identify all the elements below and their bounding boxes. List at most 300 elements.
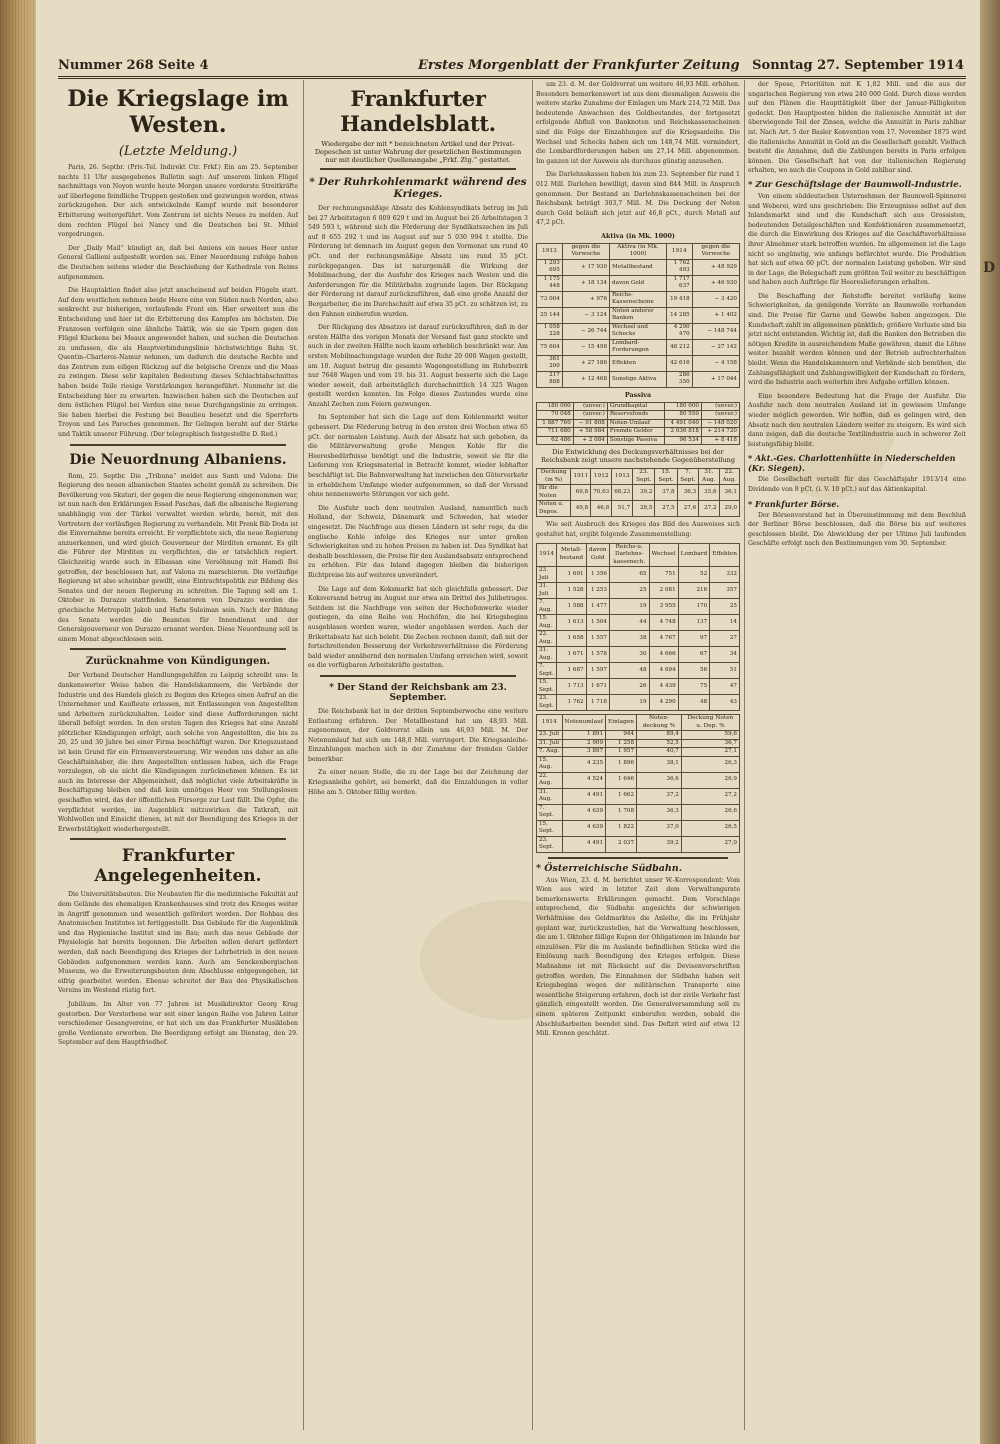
table-row xyxy=(537,402,740,411)
table-cell: 56 xyxy=(678,663,710,679)
table-cell: 4 524 xyxy=(562,772,605,788)
table-cell: + 46 930 xyxy=(692,275,739,291)
column-3 xyxy=(536,80,740,1430)
table-header-cell: 1914 xyxy=(666,243,692,259)
table-cell: 4 748 xyxy=(649,615,678,631)
column-divider xyxy=(532,80,533,1430)
article-paragraph: Die Darlehnskassen haben bis zum 23. September für rund 1 012 Mill. Darlehen bewilligt, davon sind 844 Mill. in Anspruch genommen. Der Bestand an Darlehnskassenscheinen bei der Reichsbank beträgt 303,7 Mill. M. Die Deckung der Noten durch Gold beläuft sich jetzt auf 46,8 pCt., durch Metall auf 47,2 pCt. xyxy=(536,171,740,227)
table-row xyxy=(537,323,740,339)
table-cell: 4 666 xyxy=(649,647,678,663)
table-cell: + 1 402 xyxy=(692,307,739,323)
article-headline: * Zur Geschäftslage der Baumwoll-Industrie. xyxy=(748,179,962,190)
table-cell: für die Noten xyxy=(537,485,571,501)
table-row xyxy=(537,615,740,631)
table-cell: 23. Juli xyxy=(537,567,557,583)
table-header-cell: 23. Sept. xyxy=(633,469,655,485)
table-cell: 29,0 xyxy=(719,501,739,517)
table-row xyxy=(537,291,740,307)
table-cell: − 15 498 xyxy=(562,339,609,355)
section-rule xyxy=(70,648,286,650)
coverage-ratio-table xyxy=(536,468,740,517)
table-cell: (unver.) xyxy=(573,402,607,411)
table-cell: 1 957 xyxy=(606,748,637,757)
table-cell: 2 036 818 xyxy=(665,428,702,437)
table-cell: 23. Juli xyxy=(537,731,563,740)
table-cell: 4 639 xyxy=(562,820,605,836)
table-cell: 4 290 470 xyxy=(666,323,692,339)
article-paragraph: Jubiläum. Im Alter von 77 Jahren ist Musikdirektor Georg Krug gestorben. Der Verstorbene war seit einer langen Reihe von Jahren Leiter verschiedener Gesangvereine, er hat sich um das Frankfurter Musikleben große Verdienste erworben. Die Beerdigung erfolgt am Dienstag, den 29. September auf dem Hauptfriedhof. xyxy=(58,1000,298,1047)
table-cell: 59,6 xyxy=(681,731,739,740)
table-cell: 1 356 xyxy=(586,567,609,583)
table-cell: Noten u. Depos. xyxy=(537,501,571,517)
table-cell: 30 xyxy=(609,647,649,663)
weekly-assets-table xyxy=(536,543,740,712)
table-cell: Fremde Gelder xyxy=(607,428,664,437)
section-rule xyxy=(70,444,286,446)
article-paragraph: Paris, 26. Septbr. (Priv.-Tel. Indirekt Ctr. Frkf.) Ein am 25. September nachts 11 Uhr ausgegebenes Bulletin sagt: Auf unserem linken Flügel nachmittags von Noyon wurde heute Morgen unsere vorderste Streitkräfte auf überlegene feindliche Truppen gestoßen und gezwungen worden, etwas zurückzugehen. Der sich entwickelnde Kampf wurde mit besonderer Erbitterung weitergeführt. Vom Zentrum ist nichts Neues zu melden. Auf dem rechten Flügel bei Nancy und die Deutschen bei St. Mihiel vorgedrungen. xyxy=(58,164,298,239)
table-cell: 36,7 xyxy=(681,739,739,748)
table-cell: 1 896 xyxy=(606,756,637,772)
table-cell: 52 xyxy=(678,567,710,583)
table-cell: 80 550 xyxy=(665,411,702,420)
article-paragraph: Die Beschaffung der Rohstoffe bereitet vorläufig keine Schwierigkeiten, da genügende Vorräte an Baumwolle vorhanden sind. Die Preise für Garne und Gewebe haben angezogen. Die Kundschaft zahlt im allgemeinen pünktlich; größere Verluste sind bis jetzt nicht entstanden. Wichtig ist, daß die Banken den Betrieben die nötigen Kredite in ausreichendem Maße gewähren, damit die Löhne weiter bezahlt werden können und der Betrieb aufrechterhalten bleibt. Wenn die Handelskammern und Verbände sich bemühen, die Zahlungsfähigkeit und Zahlungswilligkeit der Kundschaft zu fördern, wird die Industrie auch weiterhin ihre Aufgabe erfüllen können. xyxy=(748,292,966,387)
table-header-cell: Aktiva (in Mk. 1000) xyxy=(610,243,667,259)
column-1 xyxy=(58,80,298,1430)
table-cell: (unver.) xyxy=(701,411,739,420)
table-cell: 69,8 xyxy=(571,485,591,501)
section-masthead: Frankfurter Handelsblatt. xyxy=(340,86,496,136)
table-cell: 711 680 xyxy=(537,428,574,437)
column-divider xyxy=(303,80,304,1430)
table-header-cell: Einlagen xyxy=(606,715,637,731)
table-header-cell: 1913 xyxy=(612,469,633,485)
page-header xyxy=(58,58,964,76)
table-cell: 73 004 xyxy=(537,291,563,307)
table-cell: + 48 929 xyxy=(692,259,739,275)
table-cell: 27,5 xyxy=(655,501,677,517)
table-cell: 28,5 xyxy=(633,501,655,517)
table-header-cell: Deckung (in %) xyxy=(537,469,571,485)
table-row xyxy=(537,836,740,852)
table-cell: 31. Aug. xyxy=(537,788,563,804)
table-cell: 48 xyxy=(609,663,649,679)
table-cell: 1 671 xyxy=(586,679,609,695)
table-header-cell: 15. Sept. xyxy=(655,469,677,485)
table-cell: 1 058 228 xyxy=(537,323,563,339)
article-paragraph: Im September hat sich die Lage auf dem Kohlenmarkt weiter gebessert. Die Förderung betrug in den ersten drei Wochen etwa 65 pCt. der normalen Leistung. Auch der Absatz hat sich gehoben, da die Militärverwaltung große Mengen Kohle für die Heeresbedürfnisse benötigt und die Industrie, soweit sie für die Lieferung von Kriegsmaterial in Betracht kommt, wieder lebhafter beschäftigt ist. Die Bahnverwaltung hat inzwischen den Güterverkehr in erheblichem Umfange wieder aufgenommen, so daß der Versand ohne nennenswerte Störungen vor sich geht. xyxy=(308,414,528,499)
table-cell: 3 955 xyxy=(649,599,678,615)
table-cell: 1 588 xyxy=(557,599,586,615)
table-row xyxy=(537,748,740,757)
table-cell: Grundkapital xyxy=(607,402,664,411)
table-cell: 38 xyxy=(609,631,649,647)
article-headline: Zurücknahme von Kündigungen. xyxy=(85,656,271,668)
table-row xyxy=(537,647,740,663)
table-cell: 25 xyxy=(609,583,649,599)
table-cell: 27,1 xyxy=(681,748,739,757)
table-cell: 7. Sept. xyxy=(537,663,557,679)
table-cell: 62 486 xyxy=(537,436,574,445)
table-cell: 36,6 xyxy=(637,772,682,788)
table-cell: 1 646 xyxy=(606,772,637,788)
table-cell: 75 604 xyxy=(537,339,563,355)
table-cell: 19 xyxy=(609,599,649,615)
table-cell: 170 xyxy=(678,599,710,615)
table-cell: 2 037 xyxy=(606,836,637,852)
table-cell: 1 713 xyxy=(557,679,586,695)
table-row xyxy=(537,679,740,695)
column-2 xyxy=(308,80,528,1430)
table-cell: + 27 186 xyxy=(562,355,609,371)
table-cell: 1 597 xyxy=(586,663,609,679)
table-header-cell: Noten-deckung % xyxy=(637,715,682,731)
table-row xyxy=(537,599,740,615)
table-cell: 2 081 xyxy=(649,583,678,599)
table-cell: 180 000 xyxy=(665,402,702,411)
edition-title: Erstes Morgenblatt der Frankfurter Zeitung xyxy=(418,58,740,73)
table-cell: 15. Sept. xyxy=(537,820,563,836)
article-paragraph: Der Rückgang des Absatzes ist darauf zurückzuführen, daß in der ersten Hälfte des vorigen Monats der Versand fast ganz stockte und auch in der zweiten Hälfte noch kaum erheblich beschränkt war. Am ersten Mobilmachungstage wurden der Ruhr 20 000 Wagen gestellt, am 10. August betrug die gesamte Wagengestellung im Ruhrbezirk nur 7648 Wagen und vom 19. bis 31. August besserte sich die Lage wieder soweit, daß arbeitstäglich durchschnittlich 14 325 Wagen gestellt werden konnten. Im Folge dieses Zustandes wurde eine Anzahl Zechen zum Feiern gezwungen. xyxy=(308,324,528,408)
table-cell: davon Gold xyxy=(610,275,667,291)
article-paragraph: Die Gesellschaft verteilt für das Geschäftsjahr 1913/14 eine Dividende von 8 pCt. (i. V. 10 pCt.) auf das Aktienkapital. xyxy=(748,476,966,493)
table-cell: 2 909 xyxy=(562,739,605,748)
table-cell: 7. Sept. xyxy=(537,804,563,820)
table-caption: Die Entwicklung des Deckungsverhältnisses bei der Reichsbank zeigt unsere nachstehende Gegenüberstellung xyxy=(541,448,735,465)
table-cell: 26,3 xyxy=(681,756,739,772)
table-cell: Reichs-Kassenscheine xyxy=(610,291,667,307)
table-cell: 26,6 xyxy=(681,804,739,820)
table-cell: 944 xyxy=(606,731,637,740)
table-header-cell: 22. Aug. xyxy=(719,469,739,485)
table-cell: 15. Sept. xyxy=(537,679,557,695)
header-rule xyxy=(58,76,966,77)
table-cell: 1 557 xyxy=(586,631,609,647)
table-cell: 1 762 xyxy=(557,695,586,711)
article-headline: * Der Ruhrkohlenmarkt während des Krieges. xyxy=(309,176,527,200)
table-cell: 751 xyxy=(649,567,678,583)
table-cell: 44 xyxy=(609,615,649,631)
table-cell: Lombard-Forderungen xyxy=(610,339,667,355)
table-cell: 35,6 xyxy=(699,485,719,501)
table-cell: 47 xyxy=(710,679,740,695)
table-cell: 1 662 xyxy=(606,788,637,804)
table-cell: 31. Juli xyxy=(537,739,563,748)
table-cell: 34 xyxy=(710,647,740,663)
article-paragraph: Die Universitätsbauten. Die Neubauten für die medizinische Fakultät auf dem Gelände des ehemaligen Krankenhauses sind trotz des Krieges weiter in Angriff genommen und wesentlich gefördert worden. Der Rohbau des Anatomischen Institutes ist fertiggestellt. Das Gebäude für die Augenklinik und das Hygienische Institut sind im Bau; auch das neue Gebäude der Physiologie hat bereits begonnen. Die Arbeiten sollen derart gefördert werden, daß nach Beendigung des Krieges der Lehrbetrieb in den neuen Gebäuden aufgenommen werden kann. Auch am Senckenbergischen Museum, wo die Erweiterungsbauten dem Abschlusse entgegengehen, ist eifrig gearbeitet worden. Ebenso schreitet der Bau des Physikalischen Vereins im Westend rüstig fort. xyxy=(58,891,298,995)
table-cell: 1 477 xyxy=(586,599,609,615)
table-cell: 4 235 xyxy=(562,756,605,772)
table-cell: 36,1 xyxy=(719,485,739,501)
column-divider xyxy=(744,80,745,1430)
table-header-cell: 31. Aug. xyxy=(699,469,719,485)
table-cell: 1 891 xyxy=(562,731,605,740)
table-row xyxy=(537,772,740,788)
table-cell: 7. Aug. xyxy=(537,599,557,615)
section-rule xyxy=(320,675,516,677)
table-row xyxy=(537,631,740,647)
table-cell: Metallbestand xyxy=(610,259,667,275)
table-header-cell: Lombard xyxy=(678,543,710,567)
table-row xyxy=(537,731,740,740)
table-row xyxy=(537,501,740,517)
issue-date: Sonntag 27. September 1914 xyxy=(752,58,964,73)
table-cell: 27,2 xyxy=(699,501,719,517)
table-cell: 23. Sept. xyxy=(537,695,557,711)
table-cell: − 26 744 xyxy=(562,323,609,339)
table-header-cell: 1914 xyxy=(537,715,563,731)
section-rule xyxy=(320,168,516,170)
header-rule xyxy=(58,78,966,79)
table-cell: 37,2 xyxy=(637,788,682,804)
table-cell: 15. Aug. xyxy=(537,615,557,631)
article-headline: Die Kriegslage im Westen. xyxy=(67,86,289,138)
article-paragraph: Die Lage auf dem Koksmarkt hat sich gleichfalls gebessert. Der Koksversand betrug im August nur etwa ein Drittel des Julibetrages. Seitdem ist die Nachfrage von seiten der Hochofenwerke wieder gestiegen, da eine Reihe von Hochöfen, die bei Kriegsbeginn ausgeblasen worden waren, wieder angeblasen werden. Auch der Brikettabsatz hat sich belebt. Die Zechen rechnen damit, daß mit der fortschreitenden Besserung der Verkehrsverhältnisse die Förderung bald wieder annähernd den normalen Umfang erreichen wird, soweit es die verfügbaren Arbeitskräfte gestatten. xyxy=(308,585,528,670)
table-cell: 51,7 xyxy=(612,501,633,517)
table-cell: 1 762 493 xyxy=(666,259,692,275)
table-cell: + 17 044 xyxy=(692,371,739,387)
article-headline: Frankfurter Angelegenheiten. xyxy=(94,846,262,887)
table-cell: 1 293 695 xyxy=(537,259,563,275)
article-paragraph: Eine besondere Bedeutung hat die Frage der Ausfuhr. Die Ausfuhr nach dem neutralen Ausland ist in gewissem Umfange wieder möglich geworden. Wir hoffen, daß es gelingen wird, den Absatz nach den neutralen Ländern weiter zu steigern. Es wird sich dann zeigen, daß die deutsche Textilindustrie auch in schwerer Zeit leistungsfähig bleibt. xyxy=(748,392,966,448)
table-cell: 4 639 xyxy=(562,804,605,820)
table-row xyxy=(537,695,740,711)
table-cell: 22. Aug. xyxy=(537,631,557,647)
table-cell: 1 887 760 xyxy=(537,419,574,428)
table-cell: 14 285 xyxy=(666,307,692,323)
table-cell: 39,2 xyxy=(637,836,682,852)
table-cell: 1 658 xyxy=(557,631,586,647)
table-cell: 51 xyxy=(710,663,740,679)
table-cell: Noten-Umlauf xyxy=(607,419,664,428)
table-cell: 96 534 xyxy=(665,436,702,445)
reichsbank-passiva-table xyxy=(536,402,740,446)
article-paragraph: Der Verband Deutscher Handlungsgehilfen zu Leipzig schreibt uns: In dankenswerter Weise haben die Handelskammern, die Verbände der Industrie und des Handels gleich zu Beginn des Krieges einen Aufruf an die Unternehmer und Kaufleute erlassen, mit Entlassungen von Angestellten und Arbeitern zurückzuhalten. Leider sind diese Aufforderungen nicht überall befolgt worden. In den ersten Tagen des Krieges hat eine Anzahl plötzlicher Kündigungen erfolgt, auch solche von Angestellten, die bis zu 20, 25 und 30 Jahre bei einer Firma beschäftigt waren. Der Kriegszustand ist kein Grund für ein Firmenversteuerung. Wir wenden uns daher an alle Geschäftsinhaber, die ihre Angestellten entlassen haben, sich die Frage vorzulegen, ob sie nicht die Kündigungen zurücknehmen können. Es ist auch im Interesse der Allgemeinheit, daß möglichst viele Arbeitskräfte in Beschäftigung bleiben und daß kein unnötiges Heer von Stellungslosen geschaffen wird, das der öffentlichen Fürsorge zur Last fällt. Die Opfer, die verpflichtet werden, im Augenblick mitzuwirken die Tatkraft, mit Wohlwollen und Einsicht dienen, ist mit der Beendigung des Krieges in der Erwerbstätigkeit wiederhergestellt. xyxy=(58,672,298,833)
table-caption: Passiva xyxy=(624,390,652,399)
table-cell: 357 xyxy=(710,583,740,599)
table-cell: 23. Sept. xyxy=(537,836,563,852)
table-row xyxy=(537,259,740,275)
table-cell: 4 491 xyxy=(562,788,605,804)
table-cell: 3 897 xyxy=(562,748,605,757)
table-cell: 4 439 xyxy=(649,679,678,695)
table-cell: 1 528 xyxy=(557,583,586,599)
table-cell: + 18 134 xyxy=(562,275,609,291)
table-cell: 19 418 xyxy=(666,291,692,307)
table-header-cell: 1912 xyxy=(591,469,612,485)
table-cell: Noten anderer Banken xyxy=(610,307,667,323)
table-cell: + 58 984 xyxy=(573,428,607,437)
table-cell: (unver.) xyxy=(701,402,739,411)
table-cell: Sonstige Aktiva xyxy=(610,371,667,387)
table-header-cell: 1914 xyxy=(537,543,557,567)
table-cell: 332 xyxy=(710,567,740,583)
table-cell: 1 687 xyxy=(557,663,586,679)
article-paragraph: Die Hauptaktion findet also jetzt anscheinend auf beiden Flügeln statt. Auf dem westlichen nehmen beide Heere eine von Süden nach Norden, also senkrecht zur bisherigen, verlaufende Front ein. Hier erweitert nun die Entscheidung und hier ist die Erbitterung des Kampfes am höchsten. Die Franzosen verfolgen eine ähnliche Taktik, wie sie sie Ypern gegen den Flügel Kluckens bei Meaux angewendet haben, und suchen die Deutschen zu umfassen, die als Hauptverbindungslinie höchstwichtige Bahn St. Quentin–Charleroi–Namur nehmen, um dadurch die deutsche Rechte und das Zentrum zum eiligen Rückzug auf die belgische Grenze und die Maas zu zwingen. Diese sehr kapitalen Bedeutung dieses Schlachtabschnittes haben beide Teile riesige Verstärkungen herangeführt. Nunmehr ist die Entscheidung hier zu erwarten. Inzwischen haben sich die Deutschen auf dem östlichen Flügel bei Verdun eine neue Durchgangslinie zu erringen. Sie haben hierbei die Festung bei Beaulieu besetzt und die Sperrforts Troyon und Les Paroches genommen. Ihr Gelingen beruht auf der Stärke und Taktik unserer Führung. (Der telegraphisch festgestellte D. Red.) xyxy=(58,287,298,439)
table-cell: 1 718 xyxy=(586,695,609,711)
table-cell: + 17 930 xyxy=(562,259,609,275)
table-header-cell: Effekten xyxy=(710,543,740,567)
next-page-edge xyxy=(980,0,1000,1444)
table-cell: − 27 142 xyxy=(692,339,739,355)
table-cell: − 148 020 xyxy=(701,419,739,428)
table-cell: + 214 720 xyxy=(701,428,739,437)
table-cell: 1 253 xyxy=(586,583,609,599)
table-cell: 42 616 xyxy=(666,355,692,371)
table-cell: 31. Aug. xyxy=(537,647,557,663)
table-cell: 4 491 xyxy=(562,836,605,852)
table-cell: 65 xyxy=(609,567,649,583)
table-row xyxy=(537,307,740,323)
table-cell: 27,2 xyxy=(681,788,739,804)
table-cell: Sonstige Passiva xyxy=(607,436,664,445)
table-cell: + 12 468 xyxy=(562,371,609,387)
table-cell: 27 xyxy=(710,631,740,647)
table-cell: 4 767 xyxy=(649,631,678,647)
table-cell: 36,3 xyxy=(677,485,699,501)
table-cell: 37,0 xyxy=(637,820,682,836)
table-cell: 4 694 xyxy=(649,663,678,679)
table-cell: 180 000 xyxy=(537,402,574,411)
section-rule xyxy=(70,838,286,840)
table-cell: 4 290 xyxy=(649,695,678,711)
article-headline: * Österreichische Südbahn. xyxy=(536,862,683,874)
table-row xyxy=(537,355,740,371)
article-headline: * Akt.-Ges. Charlottenhütte in Niederschelden (Kr. Siegen). xyxy=(748,453,956,474)
table-header-cell: Notenumlauf xyxy=(562,715,605,731)
section-rule xyxy=(548,857,728,859)
table-row xyxy=(537,804,740,820)
table-cell: 97 xyxy=(678,631,710,647)
table-row xyxy=(537,820,740,836)
table-header-cell: davon Gold xyxy=(586,543,609,567)
table-cell: 37,8 xyxy=(655,485,677,501)
table-header-cell: 7. Sept. xyxy=(677,469,699,485)
table-cell: 217 888 xyxy=(537,371,563,387)
article-paragraph: Von einem süddeutschen Unternehmen der Baumwoll-Spinnerei und Weberei, wird uns geschrieben: Die Erzeugnisse selbst auf den Inlandsmarkt sind und die Kundschaft sich aus Grossisten, bedeutenden Detailgeschäften und Konfektionären zusammensetzt, die durch die Einwirkung des Krieges auf die Geschäftsverhältnisse ihrer Abnehmer stark betroffen wurden. Im allgemeinen ist die Lage nicht so ungünstig, wie anfangs befürchtet wurde. Die Produktion hat sich auf etwa 60 pCt. der normalen Leistung gehoben. Wir sind in der Lage, die Belegschaft zum größten Teil weiter zu beschäftigen und haben auch Aufträge für Heereslieferungen erhalten. xyxy=(748,192,966,287)
table-cell: 40,7 xyxy=(637,748,682,757)
reichsbank-balance-table xyxy=(536,243,740,388)
table-cell: 70 048 xyxy=(537,411,574,420)
table-cell: 75 xyxy=(678,679,710,695)
table-cell: − 91 808 xyxy=(573,419,607,428)
table-cell: 48 212 xyxy=(666,339,692,355)
table-header-cell: Reichs-u. Darlehns-kassensch. xyxy=(609,543,649,567)
table-row xyxy=(537,663,740,679)
table-row xyxy=(537,339,740,355)
table-cell: 286 350 xyxy=(666,371,692,387)
table-cell: 1 822 xyxy=(606,820,637,836)
table-header-cell: 1913 xyxy=(537,243,563,259)
table-cell: 46,8 xyxy=(591,501,612,517)
table-row xyxy=(537,436,740,445)
table-cell: 1 175 448 xyxy=(537,275,563,291)
table-cell: 1 504 xyxy=(586,615,609,631)
table-cell: 27,6 xyxy=(677,501,699,517)
table-cell: 38,1 xyxy=(637,756,682,772)
table-row xyxy=(537,419,740,428)
table-header-cell: Deckung Noten u. Dep. % xyxy=(681,715,739,731)
table-header-cell: gegen die Vorwoche xyxy=(692,243,739,259)
table-row xyxy=(537,756,740,772)
table-cell: + 8 418 xyxy=(701,436,739,445)
article-paragraph: Rom, 25. Septbr. Die „Tribuna“ meldet aus Santi und Valona: Die Regierung des neuen albanischen Staates scheint gemäß zu schreiben. Die Bevölkerung von Skutari, der gegen die neue Regierung eingenommen war, ist nun nach den Erklärungen Essad Paschas, daß die albanische Regierung unabhängig von der Türkei verwaltet werden würde, bereit, mit den Vertretern der vorläufigen Regierung zu verhandeln. Mit Prenk Bib Doda ist die Einvernahme bereits erreicht. Er verpflichtete sich, die neue Regierung anzuerkennen, und wird gleich Gouverneur der Mirditen ernannt. Es gilt die Führer der Mirditen zu verpflichten, die er tatsächlich regiert. Gleichzeitig wurde auch in Elbassan eine Versöhnung mit Hamdi Bei getroffen, der beschlossen hat, auf Valona zu marschieren. Die vorläufige Regierung ist also scheinbar gewillt, eine Eintrachtspolitik zur Bildung des Senates und der neuen Regierung zu schreiten. Die Tagung soll am 1. Oktober in Durazzo stattfinden. Senatoren von Durazzo werden die griechische Metropolit Jakob und Hafis Suleiman sein. Nach der Bildung des Senats werden die Beamten für Innendienst und der Generalgouverneur von Durazzo ernannt werden. Diese Neuordnung soll in einem Monat abgeschlossen sein. xyxy=(58,472,298,643)
table-cell: 89,4 xyxy=(637,731,682,740)
table-cell: 49,8 xyxy=(571,501,591,517)
table-cell: 361 200 xyxy=(537,355,563,371)
table-row xyxy=(537,428,740,437)
table-row xyxy=(537,485,740,501)
article-paragraph: Der „Daily Mail“ kündigt an, daß bei Amiens ein neues Heer unter General Gallieni aufgestellt worden sei. Einer Neuordnung zufolge haben die Deutschen seitens wieder die Beschießung der Kathedrale von Reims aufgenommen. xyxy=(58,244,298,281)
table-cell: 27,0 xyxy=(681,836,739,852)
table-cell: 15. Aug. xyxy=(537,756,563,772)
table-cell: Wechsel und Schecks xyxy=(610,323,667,339)
table-cell: 4 491 040 xyxy=(665,419,702,428)
table-cell: 1 578 xyxy=(586,647,609,663)
article-paragraph: Die Reichsbank hat in der dritten Septemberwoche eine weitere Entlastung erfahren. Der Metallbestand hat um 48,93 Mill. zugenommen, der Goldvorrat allein um 46,93 Mill. M. Der Notenumlauf hat sich um 148,0 Mill. verringert. Die Kriegsanleihe-Einzahlungen machen sich in der Zunahme der fremden Gelder bemerkbar. xyxy=(308,707,528,763)
article-paragraph: Zu einer neuen Stelle, die zu der Lage bei der Zeichnung der Kriegsanleihe gehört, sei bemerkt, daß die Einzahlungen in voller Höhe am 5. Oktober fällig werden. xyxy=(308,769,528,796)
table-cell: 22. Aug. xyxy=(537,772,563,788)
table-cell: 19 xyxy=(609,695,649,711)
table-cell: 216 xyxy=(678,583,710,599)
table-row xyxy=(537,567,740,583)
table-cell: 1 258 xyxy=(606,739,637,748)
table-cell: 52,5 xyxy=(637,739,682,748)
table-row xyxy=(537,583,740,599)
table-cell: 48 xyxy=(678,695,710,711)
table-cell: 43 xyxy=(710,695,740,711)
table-cell: − 148 744 xyxy=(692,323,739,339)
table-caption: Aktiva (in Mk. 1000) xyxy=(601,231,675,240)
table-cell: 26,9 xyxy=(681,772,739,788)
article-paragraph: Wie seit Ausbruch des Krieges das Bild des Ausweises sich gestaltet hat, ergibt folgende Zusammenstellung: xyxy=(536,521,740,538)
table-cell: 1 613 xyxy=(557,615,586,631)
article-paragraph: Die Ausfuhr nach dem neutralen Ausland, namentlich nach Holland, der Schweiz, Dänemark und Schweden, hat wieder eingesetzt. Die Nachfrage aus diesen Ländern ist sehr rege, da die englische Kohle infolge des Krieges nur unter großen Schwierigkeiten und zu hohen Preisen zu haben ist. Das Syndikat hat deshalb beschlossen, die Preise für den Auslandsabsatz entsprechend zu erhöhen. Für das Inland dagegen bleiben die bisherigen Richtpreise bis auf weiteres unverändert. xyxy=(308,504,528,579)
table-cell: (unver.) xyxy=(573,411,607,420)
table-cell: 68,23 xyxy=(612,485,633,501)
article-headline: Die Neuordnung Albaniens. xyxy=(69,451,287,468)
table-cell: 36,3 xyxy=(637,804,682,820)
table-cell: 26 xyxy=(609,679,649,695)
article-paragraph: der Spese, Prioritäten mit K 1,82 Mill. und die aus der ungarischen Regierung von etwa 240 000 Gold. Durch diese werden auf den Plänen die Haupttätigkeit über der Januar-Fälligkeiten gedeckt. Den Hauptposten bilden die italienische Annuität ist der überwiegende Teil der Zinsen, welche die Annuität in Paris zahlbar ist. Nach Art. 5 der Basler Konvention vom 17. November 1875 wird die italienische Annuität in Gold an die Gesellschaft gezahlt. Vielfach besteht die Annahme, daß die Zahlungen bereits in Paris erfolgen können. Die Gesellschaft hat von der italienischen Regierung erhalten, wo auch die Coupons in Gold zahlbar sind. xyxy=(748,81,966,175)
next-page-letter: D xyxy=(983,260,996,276)
table-cell: 1 691 xyxy=(557,567,586,583)
table-row xyxy=(537,371,740,387)
reprint-note: Wiedergabe der mit * bezeichneten Artikel und der Privat-Depeschen ist unter Wahrung der gesetzlichen Bestimmungen nur mit deutlicher Quellenangabe „Frkf. Ztg.“ gestattet. xyxy=(314,140,522,164)
table-cell: 1 708 xyxy=(606,804,637,820)
article-paragraph: Der Börsenvorstand hat in Übereinstimmung mit dem Beschluß der Berliner Börse beschlossen, daß die Börse bis auf weiteres geschlossen bleibt. Die Abwicklung der per Ultimo Juli laufenden Geschäfte erfolgt nach den Bestimmungen vom 30. September. xyxy=(748,511,966,548)
table-header-cell: Wechsel xyxy=(649,543,678,567)
article-paragraph: Aus Wien, 23. d. M. berichtet unser W.-Korrespondent: Vom Wien aus wird in letzter Zeit dem Verwaltungsrate bemerkenswerte Erklärungen gemacht. Dem Vorschlage entsprechend, die Südbahn angesichts der schwierigen Verhältnisse des Geldmarktes die Anleihe, die im Frühjahr geplant war, zurückzustellen, hat die Verwaltung beschlossen, die am 1. Oktober fällige Kupon der Obligationen im Inlande bar einzulösen. Für die im Auslande befindlichen Stücke wird die Einlösung nach Beendigung des Krieges erfolgen. Diese Maßnahme ist mit Rücksicht auf die Devisenvorschriften getroffen worden. Die Einnahmen der Südbahn haben seit Kriegsbeginn wegen der militärischen Transporte eine wesentliche Steigerung erfahren, doch ist der zivile Verkehr fast gänzlich eingestellt worden. Die Generalversammlung soll zu einem späteren Zeitpunkt einberufen werden, sobald die Abschlußarbeiten beendet sind. Das Defizit wird auf etwa 12 Mill. Kronen geschätzt. xyxy=(536,876,740,1038)
table-cell: + 976 xyxy=(562,291,609,307)
table-cell: 1 717 637 xyxy=(666,275,692,291)
article-headline: * Der Stand der Reichsbank am 23. September. xyxy=(329,682,507,703)
issue-number: Nummer 268 Seite 4 xyxy=(58,58,209,73)
table-cell: 31. Juli xyxy=(537,583,557,599)
table-cell: − 4 158 xyxy=(692,355,739,371)
article-paragraph: um 23. d. M. der Goldvorrat um weitere 46,93 Mill. erhöhen. Besonders bemerkenswert ist aus dem diesmaligen Ausweis die weitere starke Zunahme der Einlagen um Mark 214,72 Mill. Das bedeutende Anwachsen des Goldbestandes, der fortgesetzt erfolgende Abfluß von Banknoten und Reichskassenscheinen sind die Folge der Einzahlungen auf die Kriegsanleihe. Die Wechsel und Schecks haben sich um 148,74 Mill. vermindert, die Lombardforderungen haben um 27,14 Mill. abgenommen. Im ganzen ist der Ausweis als durchaus günstig anzusehen. xyxy=(536,81,740,165)
table-cell: 70,63 xyxy=(591,485,612,501)
article-paragraph: Der rechnungsmäßige Absatz des Kohlensyndikats betrug im Juli bei 27 Arbeitstagen 6 009 629 t und im August bei 26 Arbeitstagen 3 549 593 t, während sich die Förderung der Syndikatszechen im Juli auf 8 655 292 t und im August auf nur 5 030 994 t stellte. Die Förderung ist demnach im August gegen den Vormonat um rund 40 pCt. und der rechnungsmäßige Absatz um rund 35 pCt. zurückgegangen. Das ist naturgemäß die Wirkung der Mobilmachung, der die Ausfuhr des Krieges nach Westen und die Anforderungen für die Militärbahn zugrunde lagen. Der Rückgang der Förderung ist darauf zurückzuführen, daß eine große Anzahl der Bergarbeiter, die im Durchschnitt auf etwa 35 pCt. zu schätzen ist, zu den Fahnen einberufen wurden. xyxy=(308,205,528,318)
article-headline: * Frankfurter Börse. xyxy=(748,498,840,509)
column-4 xyxy=(748,80,966,1430)
table-header-cell: gegen die Vorwoche xyxy=(562,243,609,259)
table-cell: Effekten xyxy=(610,355,667,371)
table-cell: − 3 420 xyxy=(692,291,739,307)
table-header-cell: Metall-bestand xyxy=(557,543,586,567)
table-cell: + 2 084 xyxy=(573,436,607,445)
table-cell: Reservefonds xyxy=(607,411,664,420)
table-cell: − 3 124 xyxy=(562,307,609,323)
